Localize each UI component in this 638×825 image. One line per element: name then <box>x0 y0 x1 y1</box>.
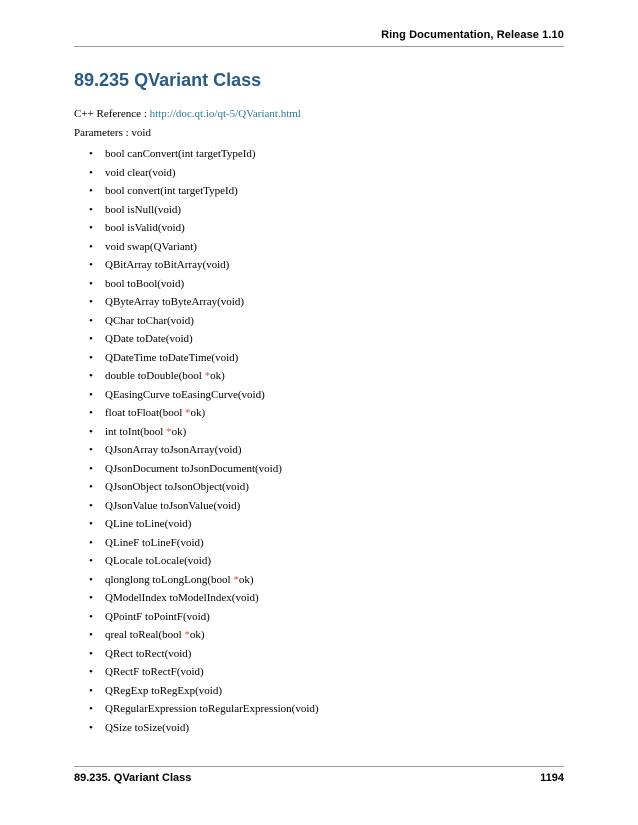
list-item <box>74 534 319 553</box>
pointer-star: * <box>233 573 239 586</box>
list-item <box>74 589 319 608</box>
pointer-star: * <box>204 370 211 382</box>
pointer-star: * <box>166 425 172 438</box>
bullet-icon: • <box>89 277 93 290</box>
list-item <box>74 404 319 423</box>
method-signature: QLocale toLocale(void) <box>105 555 211 567</box>
bullet-icon: • <box>89 444 93 456</box>
bullet-icon: • <box>89 518 93 530</box>
section-title <box>74 70 261 91</box>
bullet-icon: • <box>89 370 93 382</box>
method-signature: QByteArray toByteArray(void) <box>105 296 244 308</box>
method-signature-rest: ok) <box>210 370 225 382</box>
list-item <box>74 552 319 571</box>
bullet-icon: • <box>89 555 93 567</box>
list-item <box>74 367 319 386</box>
method-signature-rest: ok) <box>189 629 205 641</box>
method-signature-rest: ok) <box>190 407 206 419</box>
method-signature: QModelIndex toModelIndex(void) <box>105 592 259 604</box>
bullet-icon: • <box>89 666 93 678</box>
bullet-icon: • <box>89 703 93 715</box>
pointer-star: * <box>184 629 190 641</box>
bullet-icon: • <box>89 407 93 419</box>
method-signature: QLineF toLineF(void) <box>105 536 204 549</box>
method-signature: QRegularExpression toRegularExpression(void) <box>105 703 319 715</box>
method-signature: QDateTime toDateTime(void) <box>105 351 239 364</box>
reference-line <box>74 108 301 120</box>
footer-rule <box>74 766 564 767</box>
bullet-icon: • <box>89 536 93 549</box>
method-signature: void swap(QVariant) <box>105 240 197 253</box>
list-item <box>74 682 319 701</box>
list-item <box>74 312 319 331</box>
method-signature: double toDouble(bool <box>105 370 205 382</box>
list-item <box>74 700 319 719</box>
bullet-icon: • <box>89 499 93 512</box>
list-item <box>74 515 319 534</box>
list-item <box>74 478 319 497</box>
bullet-icon: • <box>89 425 93 438</box>
method-signature-rest: ok) <box>171 425 187 438</box>
method-signature: QChar toChar(void) <box>105 314 194 327</box>
method-signature: int toInt(bool <box>105 425 167 438</box>
list-item <box>74 201 319 220</box>
method-signature: qreal toReal(bool <box>105 629 185 641</box>
method-signature: QSize toSize(void) <box>105 721 190 734</box>
reference-link[interactable]: http://doc.qt.io/qt-5/QVariant.html <box>149 108 301 120</box>
bullet-icon: • <box>89 259 93 271</box>
method-signature-rest: ok) <box>238 573 254 586</box>
bullet-icon: • <box>89 222 93 234</box>
list-item <box>74 571 319 590</box>
list-item <box>74 423 319 442</box>
method-signature: QJsonDocument toJsonDocument(void) <box>105 462 282 475</box>
list-item <box>74 497 319 516</box>
bullet-icon: • <box>89 592 93 604</box>
list-item <box>74 719 319 738</box>
list-item <box>74 275 319 294</box>
bullet-icon: • <box>89 333 93 345</box>
parameters-line: Parameters : void <box>74 127 151 139</box>
method-signature: QBitArray toBitArray(void) <box>105 259 230 271</box>
bullet-icon: • <box>89 388 93 401</box>
method-signature: bool canConvert(int targetTypeId) <box>105 148 256 160</box>
bullet-icon: • <box>89 721 93 734</box>
method-signature: QPointF toPointF(void) <box>105 610 210 623</box>
list-item <box>74 626 319 645</box>
bullet-icon: • <box>89 647 93 660</box>
bullet-icon: • <box>89 148 93 160</box>
method-signature: QJsonValue toJsonValue(void) <box>105 499 241 512</box>
bullet-icon: • <box>89 185 93 197</box>
list-item <box>74 608 319 627</box>
method-signature: bool toBool(void) <box>105 277 185 290</box>
bullet-icon: • <box>89 462 93 475</box>
header-rule <box>74 46 564 47</box>
bullet-icon: • <box>89 203 93 216</box>
list-item <box>74 460 319 479</box>
list-item <box>74 349 319 368</box>
method-signature: QRectF toRectF(void) <box>105 666 204 678</box>
list-item <box>74 145 319 164</box>
bullet-icon: • <box>89 296 93 308</box>
method-signature: QLine toLine(void) <box>105 518 192 530</box>
list-item <box>74 441 319 460</box>
running-header: Ring Documentation, Release 1.10 <box>381 29 564 41</box>
list-item <box>74 164 319 183</box>
list-item <box>74 182 319 201</box>
method-signature: float toFloat(bool <box>105 407 186 419</box>
bullet-icon: • <box>89 573 93 586</box>
method-signature: QRegExp toRegExp(void) <box>105 684 223 697</box>
method-signature: qlonglong toLongLong(bool <box>105 573 234 586</box>
bullet-icon: • <box>89 351 93 364</box>
bullet-icon: • <box>89 314 93 327</box>
list-item <box>74 256 319 275</box>
bullet-icon: • <box>89 240 93 253</box>
method-signature: bool convert(int targetTypeId) <box>105 185 238 197</box>
list-item <box>74 663 319 682</box>
section-title-text: QVariant Class <box>134 70 262 90</box>
method-list <box>74 145 319 737</box>
footer-section-ref: 89.235. QVariant Class <box>74 772 192 784</box>
list-item <box>74 645 319 664</box>
method-signature: QEasingCurve toEasingCurve(void) <box>105 388 265 401</box>
section-number: 89.235 <box>74 70 130 90</box>
list-item <box>74 219 319 238</box>
bullet-icon: • <box>89 610 93 623</box>
list-item <box>74 238 319 257</box>
pointer-star: * <box>185 407 191 419</box>
running-footer <box>74 772 564 784</box>
bullet-icon: • <box>89 481 93 493</box>
method-signature: bool isNull(void) <box>105 203 182 216</box>
method-signature: void clear(void) <box>105 166 176 179</box>
bullet-icon: • <box>89 629 93 641</box>
page-number: 1194 <box>540 772 564 784</box>
method-signature: QJsonArray toJsonArray(void) <box>105 444 242 456</box>
reference-label: C++ Reference : <box>74 108 150 120</box>
method-signature: QJsonObject toJsonObject(void) <box>105 481 249 493</box>
bullet-icon: • <box>89 684 93 697</box>
list-item <box>74 386 319 405</box>
method-signature: bool isValid(void) <box>105 222 185 234</box>
method-signature: QRect toRect(void) <box>105 647 192 660</box>
bullet-icon: • <box>89 166 93 179</box>
list-item <box>74 293 319 312</box>
method-signature: QDate toDate(void) <box>105 333 193 345</box>
list-item <box>74 330 319 349</box>
